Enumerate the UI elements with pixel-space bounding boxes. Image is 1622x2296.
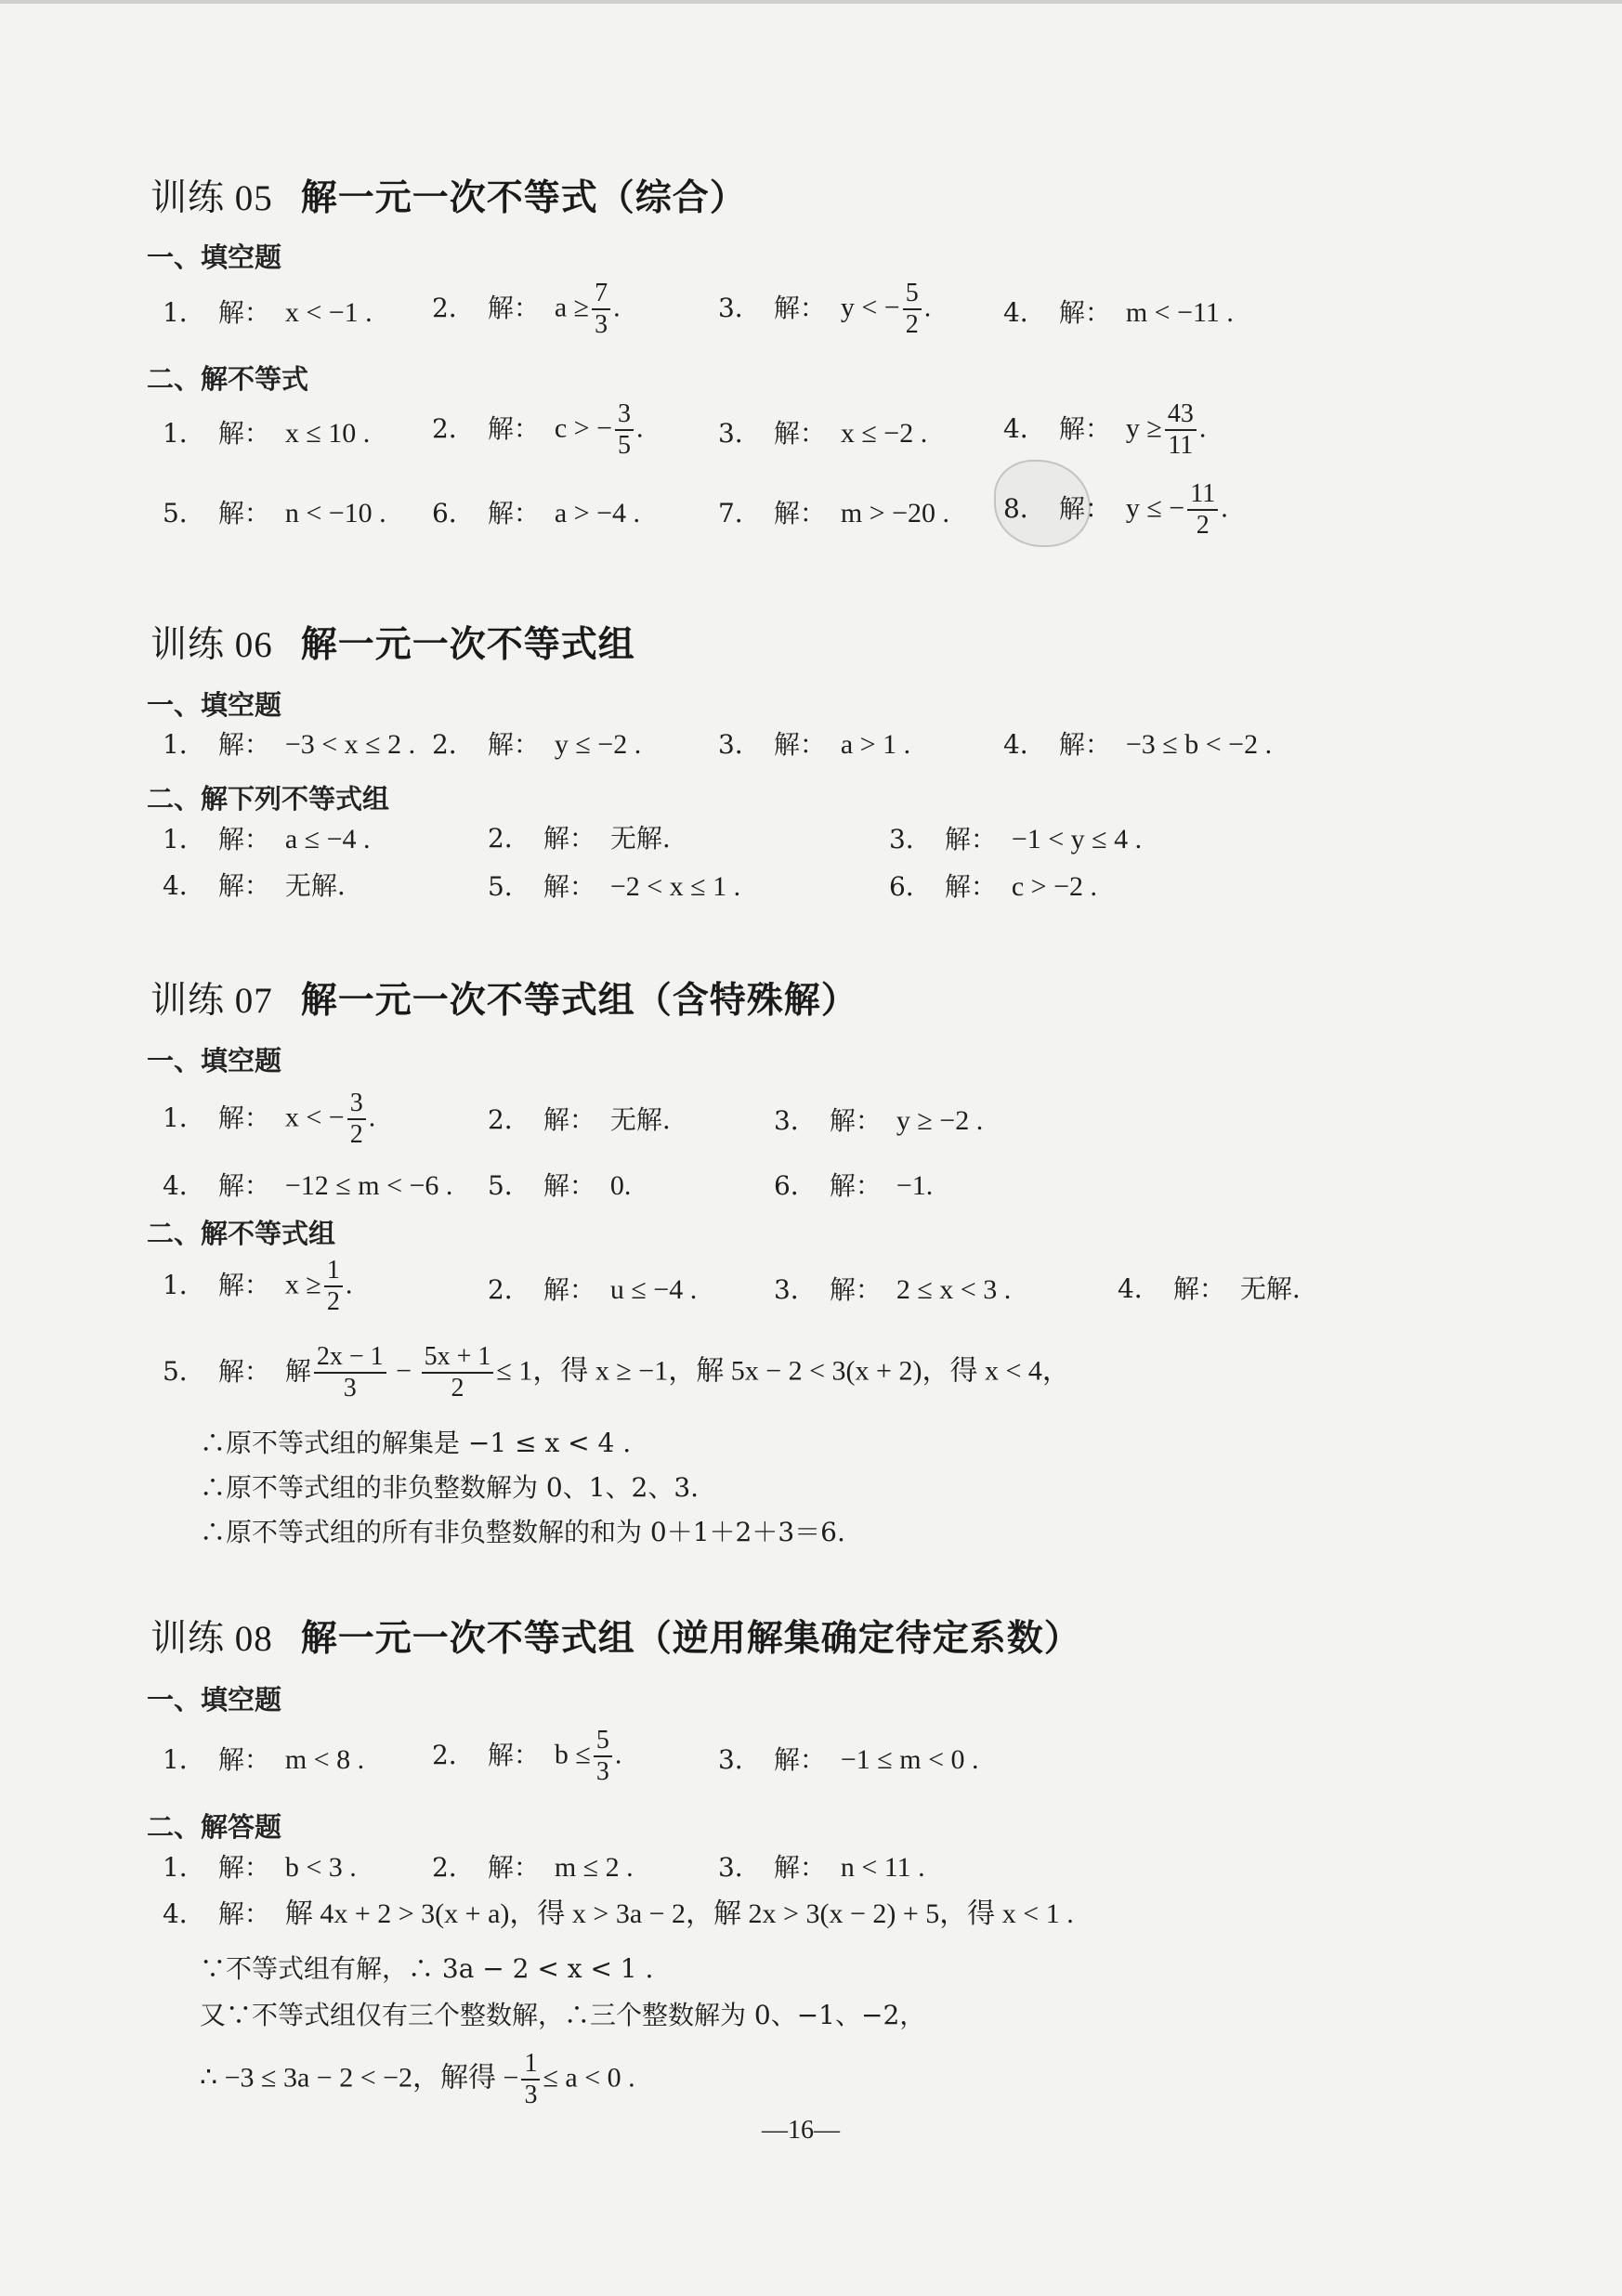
answer-item: 5． 解： −2 < x ≤ 1 . [488,871,741,902]
section-title-05: 训练 05 解一元一次不等式（综合） [150,177,747,219]
answer-item: 4． 解： m < −11 . [1003,297,1234,328]
answer-item: 1． 解： m < 8 . [163,1744,365,1775]
answer-item: 3． 解： y ≥ −2 . [774,1105,984,1136]
answer-item: 3． 解： a > 1 . [718,729,911,760]
solution-line: ∴ −3 ≤ 3a − 2 < −2，解得 − $\frac{1}{3}$ ≤ a < 0 . [200,2049,635,2110]
answer-item: 4． 解： −3 ≤ b < −2 . [1003,729,1273,760]
solution-line: ∴原不等式组的所有非负整数解的和为 0＋1＋2＋3＝6. [200,1517,845,1547]
subhead: 一、填空题 [147,1684,282,1715]
answer-item: 8． 解： y ≤ − $\frac{11}{2}$ . [1003,479,1228,541]
section-title-06: 训练 06 解一元一次不等式组 [150,624,635,666]
answer-item: 2． 解： 无解. [488,1104,671,1135]
answer-item: 1． 解： x < − $\frac{3}{2}$ . [163,1089,376,1150]
answer-item: 1． 解： −3 < x ≤ 2 . [163,729,416,760]
answer-item: 5． 解： n < −10 . [163,498,386,528]
solution-line: ∴原不等式组的非负整数解为 0、1、2、3. [200,1472,700,1503]
answer-item: 1． 解： x ≤ 10 . [163,418,371,449]
subhead: 二、解下列不等式组 [147,783,390,815]
answer-item: 1． 解： x ≥ $\frac{1}{2}$ . [163,1256,353,1317]
answer-item: 3． 解： 2 ≤ x < 3 . [774,1274,1012,1305]
subhead: 二、解不等式 [147,363,309,395]
page-number: —16— [762,2116,840,2145]
answer-item: 2． 解： a ≥ $\frac{7}{3}$ . [432,279,621,340]
answer-item: 2． 解： c > − $\frac{3}{5}$ . [432,399,644,461]
answer-item: 6． 解： c > −2 . [889,871,1097,902]
answer-item: 4． 解： 无解. [163,870,346,901]
solution-line: 又∵不等式组仅有三个整数解，∴三个整数解为 0、−1、−2， [200,2000,926,2030]
answer-item: 3． 解： x ≤ −2 . [718,418,928,449]
answer-item: 1． 解： b < 3 . [163,1852,357,1883]
top-border [0,0,1622,4]
answer-item: 5． 解： 0. [488,1170,632,1201]
subhead: 一、填空题 [147,1045,282,1076]
answer-item: 1． 解： a ≤ −4 . [163,824,371,854]
answer-item: 2． 解： m ≤ 2 . [432,1852,634,1883]
answer-item: 2． 解： u ≤ −4 . [488,1274,698,1305]
answer-item: 4． 解： −12 ≤ m < −6 . [163,1170,453,1201]
answer-item: 6． 解： −1. [774,1170,934,1201]
subhead: 一、填空题 [147,241,282,273]
solution-line: ∵不等式组有解，∴ 3a − 2 < x < 1 . [200,1953,654,1984]
subhead: 二、解答题 [147,1811,282,1843]
answer-item-long: 5． 解： 解 $\frac{2x - 1}{3}$ − $\frac{5x + 1}{2}$ ≤ 1，得 x ≥ −1，解 5x − 2 < 3(x + 2)，得 x < 4， [163,1342,1070,1403]
answer-item: 4． 解： y ≥ $\frac{43}{11}$ . [1003,399,1207,461]
answer-item: 7． 解： m > −20 . [718,498,950,528]
answer-item: 6． 解： a > −4 . [432,498,640,528]
solution-line: ∴原不等式组的解集是 −1 ≤ x < 4 . [200,1428,632,1458]
answer-item: 3． 解： −1 ≤ m < 0 . [718,1744,979,1775]
subhead: 二、解不等式组 [147,1218,336,1249]
section-title-07: 训练 07 解一元一次不等式组（含特殊解） [150,980,858,1022]
answer-item: 4． 解： 无解. [1118,1273,1301,1304]
answer-item: 2． 解： y ≤ −2 . [432,729,642,760]
answer-item: 3． 解： −1 < y ≤ 4 . [889,824,1143,854]
answer-item: 1． 解： x < −1 . [163,297,373,328]
section-title-08: 训练 08 解一元一次不等式组（逆用解集确定待定系数） [150,1618,1081,1660]
answer-item-long: 4． 解： 解 4x + 2 > 3(x + a)，得 x > 3a − 2，解 2x > 3(x − 2) + 5，得 x < 1 . [163,1898,1074,1929]
answer-item: 3． 解： y < − $\frac{5}{2}$ . [718,279,932,340]
answer-item: 2． 解： 无解. [488,823,671,854]
answer-item: 3． 解： n < 11 . [718,1852,925,1883]
answer-item: 2． 解： b ≤ $\frac{5}{3}$ . [432,1726,622,1787]
subhead: 一、填空题 [147,689,282,721]
